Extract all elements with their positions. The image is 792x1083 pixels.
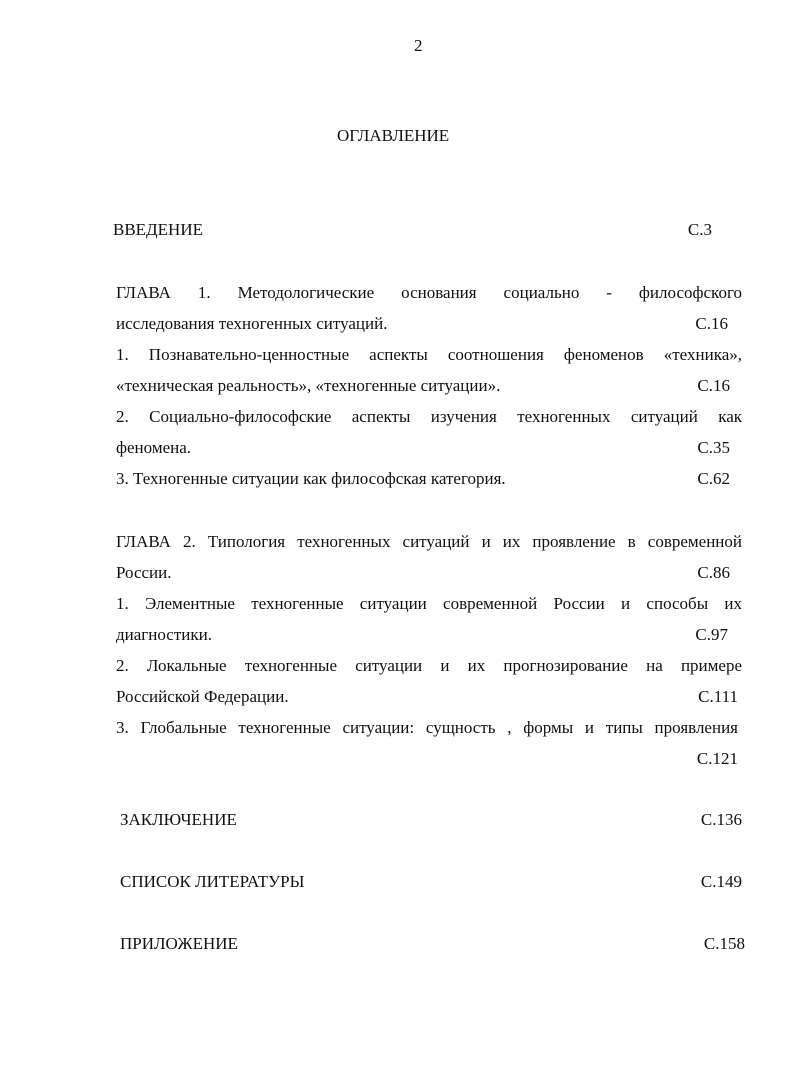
page-number: 2: [414, 36, 423, 55]
section-line1: 1. Познавательно-ценностные аспекты соотношения феноменов «техника»,: [116, 345, 742, 364]
section-page: С.111: [698, 687, 738, 706]
section-line1: 3. Техногенные ситуации как философская категория.: [116, 469, 506, 488]
toc-intro-page: С.3: [687, 220, 712, 239]
chapter1-page: С.16: [695, 314, 728, 333]
section-line2: диагностики.: [116, 625, 212, 644]
toc-conclusion-label: ЗАКЛЮЧЕНИЕ: [120, 810, 237, 829]
section-line1: 2. Локальные техногенные ситуации и их прогнозирование на примере: [116, 656, 742, 675]
chapter1-heading-line1: ГЛАВА 1. Методологические основания социально - философского: [116, 283, 742, 302]
section-page: С.35: [697, 438, 730, 457]
toc-bibliography-page: С.149: [700, 872, 742, 891]
section-page: С.121: [696, 749, 738, 768]
chapter2-heading-line1: ГЛАВА 2. Типология техногенных ситуаций и их проявление в современной: [116, 532, 742, 551]
section-page: С.97: [695, 625, 728, 644]
toc-appendix-label: ПРИЛОЖЕНИЕ: [120, 934, 238, 953]
chapter1-heading-line2: исследования техногенных ситуаций.: [116, 314, 388, 333]
chapter2-page: С.86: [697, 563, 730, 582]
page-title: ОГЛАВЛЕНИЕ: [337, 126, 450, 145]
toc-intro-label: ВВЕДЕНИЕ: [113, 220, 203, 239]
section-line1: 3. Глобальные техногенные ситуации: сущность , формы и типы проявления: [116, 718, 738, 737]
chapter2-heading-line2: России.: [116, 563, 172, 582]
section-line2: «техническая реальность», «техногенные ситуации».: [116, 376, 501, 395]
section-line1: 1. Элементные техногенные ситуации современной России и способы их: [116, 594, 742, 613]
toc-bibliography-label: СПИСОК ЛИТЕРАТУРЫ: [120, 872, 305, 891]
section-page: С.62: [697, 469, 730, 488]
section-page: С.16: [697, 376, 730, 395]
toc-conclusion-page: С.136: [700, 810, 742, 829]
section-line2: феномена.: [116, 438, 192, 457]
section-line1: 2. Социально-философские аспекты изучения техногенных ситуаций как: [116, 407, 742, 426]
toc-appendix-page: С.158: [703, 934, 745, 953]
section-line2: Российской Федерации.: [116, 687, 289, 706]
